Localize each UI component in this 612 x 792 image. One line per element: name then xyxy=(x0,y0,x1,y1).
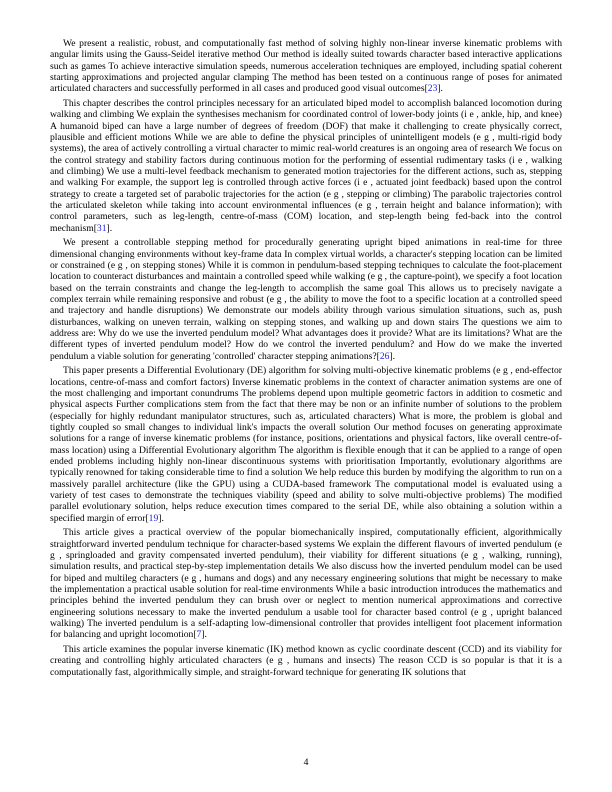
citation-bracket-close: ]. xyxy=(201,629,207,641)
citation-bracket-open: [ xyxy=(424,83,428,95)
paragraph-text: This article examines the popular inverse kinematic (IK) method known as cyclic coordinate descent (CCD) and its viability for creating and controlling highly articulated characters (e g , humans and insects) The reason CCD is so popular is that it is a computationally fast, algorithmically simple, and straight-forward technique for generating IK solutions that xyxy=(50,643,562,678)
page-number: 4 xyxy=(303,756,309,768)
citation-bracket-open: [ xyxy=(193,629,197,641)
paragraph-text: This chapter describes the control principles necessary for an articulated biped model to accomplish balanced locomotion during walking and climbing We explain the synthesises mechanism for coordinated control of lower-body joints (i e , ankle, hip, and knee) A humanoid biped can have a large number of degrees of freedom (DOF) that make it challenging to create physically correct, plausible and efficient motions While we are able to define the physical principles of unintelligent models (e g , multi-rigid body systems), the area of actively controlling a virtual character to mimic real-world creatures is an ongoing area of research We focus on the control strategy and stability factors during continuous motion for the performing of essential rudimentary tasks (i e , walking and climbing) We use a multi-level feedback mechanism to generated motion trajectories for the different actions, such as, stepping and walking For example, the support leg is controlled through active forces (i e , actuated joint feedback) based upon the control strategy to create a targeted set of parabolic trajectories for the action (e g , stepping or climbing) The parabolic trajectories control the articulated skeleton while taking into account environmental influences (e g , terrain height and balance information); with control parameters, such as leg-length, centre-of-mass (COM) location, and step-length being fed-back into the control mechanism xyxy=(50,97,562,234)
paragraph-text: We present a controllable stepping method for procedurally generating upright biped animations in real-time for three dimensional changing environments without key-frame data In complex virtual worlds, a character's stepping location can be limited or constrained (e g , on stepping stones) While it is common in pendulum-based stepping techniques to calculate the foot-placement location to counteract disturbances and maintain a controlled speed while walking (e g , the capture-point), we specify a foot location based on the terrain constraints and change the leg-length to accomplish the same goal This allows us to precisely navigate a complex terrain while remaining responsive and robust (e g , the ability to move the foot to a specific location at a controlled speed and trajectory and handle disruptions) We demonstrate our models ability through various simulation situations, such as, push disturbances, walking on uneven terrain, walking on stepping stones, and walking up and down stairs The questions we aim to address are: Why do we use the inverted pendulum model? What advantages does it provide? What are its limitations? What are the different types of inverted pendulum model? How do we control the inverted pendulum? and How do we make the inverted pendulum a viable solution for generating 'controlled' character stepping animations? xyxy=(50,237,562,362)
paragraph xyxy=(50,237,562,362)
citation xyxy=(425,83,443,94)
paragraph xyxy=(50,644,562,678)
citation-bracket-open: [ xyxy=(145,512,149,524)
citation-bracket-close: ]. xyxy=(437,83,443,95)
citation xyxy=(94,223,112,234)
citation xyxy=(145,513,163,524)
citation-link[interactable]: 31 xyxy=(96,222,107,234)
citation xyxy=(377,351,395,362)
paragraph-text: This paper presents a Differential Evolutionary (DE) algorithm for solving multi-objective kinematic problems (e g , end-effector locations, centre-of-mass and comfort factors) Inverse kinematic problems in the context of character animation systems are one of the most challenging and important conundrums The problems depend upon multiple geometric factors in addition to cosmetic and physical aspects Further complications stem from the fact that there may be non or an infinite number of solutions to the problem (especially for highly redundant manipulator structures, such as, articulated characters) What is more, the problem is global and tightly coupled so small changes to individual link's impacts the overall solution Our method focuses on generating approximate solutions for a range of inverse kinematic problems (for instance, positions, orientations and physical factors, like overall centre-of-mass location) using a Differential Evolutionary algorithm The algorithm is flexible enough that it can be applied to a range of open ended problems including highly non-linear discontinuous systems with prioritisation Importantly, evolutionary algorithms are typically renowned for taking considerable time to find a solution We help reduce this burden by modifying the algorithm to run on a massively parallel architecture (like the GPU) using a CUDA-based framework The computational model is evaluated using a variety of test cases to demonstrate the techniques viability (speed and ability to solve multi-objective problems) The modified parallel evolutionary solution, helps reduce execution times compared to the serial DE, while also obtaining a solution within a specified margin of error xyxy=(50,365,562,524)
citation-link[interactable]: 19 xyxy=(148,512,159,524)
paragraph xyxy=(50,365,562,524)
citation-bracket-close: ]. xyxy=(158,512,164,524)
citation-link[interactable]: 23 xyxy=(427,83,438,95)
citation-bracket-open: [ xyxy=(93,222,97,234)
citation-bracket-close: ]. xyxy=(389,350,395,362)
citation-bracket-open: [ xyxy=(376,350,380,362)
citation-bracket-close: ]. xyxy=(106,222,113,234)
citation-link[interactable]: 7 xyxy=(196,629,202,641)
citation xyxy=(193,629,207,640)
paragraph xyxy=(50,527,562,640)
citation-link[interactable]: 26 xyxy=(379,350,390,362)
paragraph-text: This article gives a practical overview of the popular biomechanically inspired, computationally efficient, algorithmically straightforward inverted pendulum technique for character-based systems We explain the different flavours of inverted pendulum (e g , springloaded and gravity compensated inverted pendulum), their viability for different situations (e g , walking, running), simulation results, and practical step-by-step implementation details We also discuss how the inverted pendulum model can be used for biped and multileg characters (e g , humans and dogs) and any necessary engineering solutions that might be necessary to make the implementation a practical usable solution for real-time environments While a basic introduction introduces the mathematics and principles behind the inverted pendulum they can brush over or neglect to mention numerical approximations and corrective engineering solutions necessary to make the inverted pendulum a usable tool for character based control (e g , upright balanced walking) The inverted pendulum is a self-adapting low-dimensional controller that provides intelligent foot placement information for balancing and upright locomotion xyxy=(50,527,562,641)
paragraph xyxy=(50,98,562,234)
paragraph-text: We present a realistic, robust, and computationally fast method of solving highly non-linear inverse kinematic problems with angular limits using the Gauss-Seidel iterative method Our method is ideally suited towards character based interactive applications such as games To achieve interactive simulation speeds, numerous acceleration techniques are employed, including spatial coherent starting approximations and projected angular clamping The method has been tested on a continuous range of poses for animated articulated characters and successfully performed in all cases and produced good visual outcomes xyxy=(50,38,562,95)
paragraph xyxy=(50,38,562,95)
